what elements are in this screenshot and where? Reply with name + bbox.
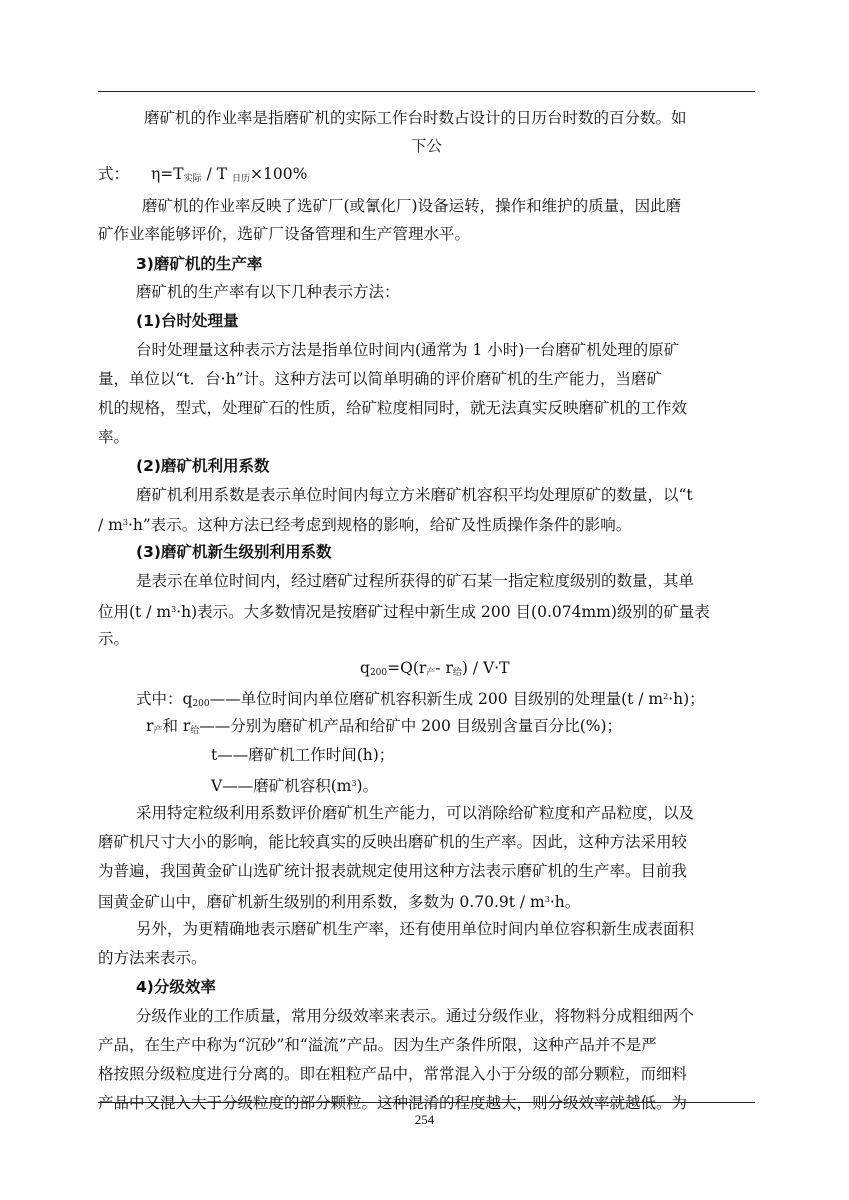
text-run: 200 bbox=[369, 668, 388, 678]
text-run: 产 bbox=[153, 726, 163, 736]
text-run: 和 r bbox=[162, 717, 191, 735]
text-line: 机的规格，型式，处理矿石的性质，给矿粒度相同时，就无法真实反映磨矿机的工作效 bbox=[98, 399, 688, 417]
text-line bbox=[211, 774, 378, 796]
text-line: 是表示在单位时间内，经过磨矿过程所获得的矿石某一指定粒度级别的数量，其单 bbox=[136, 572, 695, 590]
text-run: 200 bbox=[192, 699, 210, 709]
text-run: 产 bbox=[426, 668, 436, 678]
text-line: 产品中又混入大于分级粒度的部分颗粒。这种混淆的程度越大，则分级效率就越低。为 bbox=[98, 1094, 688, 1112]
text-run: ·h)； bbox=[668, 690, 705, 708]
text-line: 磨矿机尺寸大小的影响，能比较真实的反映出磨矿机的生产率。因此，这种方法采用较 bbox=[98, 833, 688, 851]
text-run: =Q(r bbox=[387, 659, 427, 677]
text-run: ) / V·T bbox=[461, 659, 510, 677]
section-heading: (2)磨矿机利用系数 bbox=[136, 457, 270, 475]
text-run: 给 bbox=[452, 668, 462, 678]
text-line: 磨矿机的作业率反映了选矿厂(或氰化厂)设备运转，操作和维护的质量，因此磨 bbox=[142, 197, 682, 215]
formula-operating-rate bbox=[98, 164, 307, 189]
text-line: 量，单位以“t．台·h”计。这种方法可以简单明确的评价磨矿机的生产能力，当磨矿 bbox=[98, 370, 662, 388]
text-run: 3 bbox=[544, 895, 550, 904]
text-run: q bbox=[360, 659, 370, 677]
text-run: η=T bbox=[151, 165, 184, 183]
text-line: 的方法来表示。 bbox=[98, 949, 207, 967]
text-run: 实际 bbox=[183, 174, 202, 184]
text-run: ×100% bbox=[250, 165, 308, 183]
header-rule bbox=[98, 91, 755, 92]
footer-rule bbox=[98, 1102, 755, 1103]
text-line: 磨矿机的生产率有以下几种表示方法： bbox=[136, 283, 400, 301]
text-line: 分级作业的工作质量，常用分级效率来表示。通过分级作业，将物料分成粗细两个 bbox=[136, 1007, 695, 1025]
text-line: 另外，为更精确地表示磨矿机生产率，还有使用单位时间内单位容积新生成表面积 bbox=[136, 920, 695, 938]
text-line: 磨矿机的作业率是指磨矿机的实际工作台时数占设计的日历台时数的百分数。如 bbox=[144, 109, 687, 127]
text-run: 式： bbox=[98, 165, 130, 183]
text-run: ·h”表示。这种方法已经考虑到规格的影响，给矿及性质操作条件的影响。 bbox=[127, 516, 632, 534]
text-line bbox=[98, 513, 631, 535]
page-number: 254 bbox=[414, 1112, 435, 1127]
text-run: 日历 bbox=[232, 174, 251, 184]
text-line: 格按照分级粒度进行分离的。即在粗粒产品中，常常混入小于分级的部分颗粒，而细料 bbox=[98, 1065, 688, 1083]
section-heading: 3)磨矿机的生产率 bbox=[136, 255, 263, 273]
text-run: r bbox=[146, 717, 154, 735]
text-line: 示。 bbox=[98, 630, 130, 648]
text-line: 采用特定粒级利用系数评价磨矿机生产能力，可以消除给矿粒度和产品粒度，以及 bbox=[136, 804, 695, 822]
text-line: t——磨矿机工作时间(h)； bbox=[211, 746, 395, 764]
text-line: 台时处理量这种表示方法是指单位时间内(通常为 1 小时)一台磨矿机处理的原矿 bbox=[136, 341, 680, 359]
text-run: )。 bbox=[356, 777, 379, 795]
text-run: 3 bbox=[351, 779, 357, 788]
text-line bbox=[98, 890, 580, 912]
text-run: 2 bbox=[663, 692, 669, 701]
text-run: V——磨矿机容积(m bbox=[211, 777, 352, 795]
text-run: 给 bbox=[190, 726, 200, 736]
text-line: 下公 bbox=[410, 137, 442, 155]
text-line bbox=[146, 716, 622, 741]
text-run: / m bbox=[98, 516, 123, 534]
text-run: / T bbox=[201, 165, 228, 183]
text-run: ——单位时间内单位磨矿机容积新生成 200 目级别的处理量(t / m bbox=[209, 690, 664, 708]
text-line: 磨矿机利用系数是表示单位时间内每立方米磨矿机容积平均处理原矿的数量，以“t bbox=[136, 486, 693, 504]
text-line: 产品，在生产中称为“沉砂”和“溢流”产品。因为生产条件所限，这种产品并不是严 bbox=[98, 1036, 657, 1054]
text-run: ·h)表示。大多数情况是按磨矿过程中新生成 200 目(0.074mm)级别的矿量表 bbox=[176, 603, 710, 621]
text-run: - r bbox=[435, 659, 453, 677]
text-run: 3 bbox=[171, 605, 177, 614]
text-run: ·h。 bbox=[549, 893, 581, 911]
section-heading: 4)分级效率 bbox=[136, 978, 216, 996]
text-run: ——分别为磨矿机产品和给矿中 200 目级别含量百分比(%)； bbox=[199, 717, 623, 735]
section-heading: (1)台时处理量 bbox=[136, 312, 239, 330]
text-line: 率。 bbox=[98, 428, 130, 446]
text-run: 式中：q bbox=[136, 690, 193, 708]
text-line: 为普遍，我国黄金矿山选矿统计报表就规定使用这种方法表示磨矿机的生产率。目前我 bbox=[98, 862, 688, 880]
formula bbox=[151, 165, 307, 183]
text-run: 位用(t / m bbox=[98, 603, 172, 621]
text-run: 3 bbox=[122, 518, 128, 527]
formula-new-grade-coefficient bbox=[360, 658, 509, 683]
section-heading: (3)磨矿机新生级别利用系数 bbox=[136, 543, 332, 561]
text-run: 国黄金矿山中，磨矿机新生级别的利用系数，多数为 0.70.9t / m bbox=[98, 893, 545, 911]
text-line bbox=[98, 600, 710, 622]
text-line bbox=[136, 687, 705, 714]
text-line: 矿作业率能够评价，选矿厂设备管理和生产管理水平。 bbox=[98, 225, 471, 243]
